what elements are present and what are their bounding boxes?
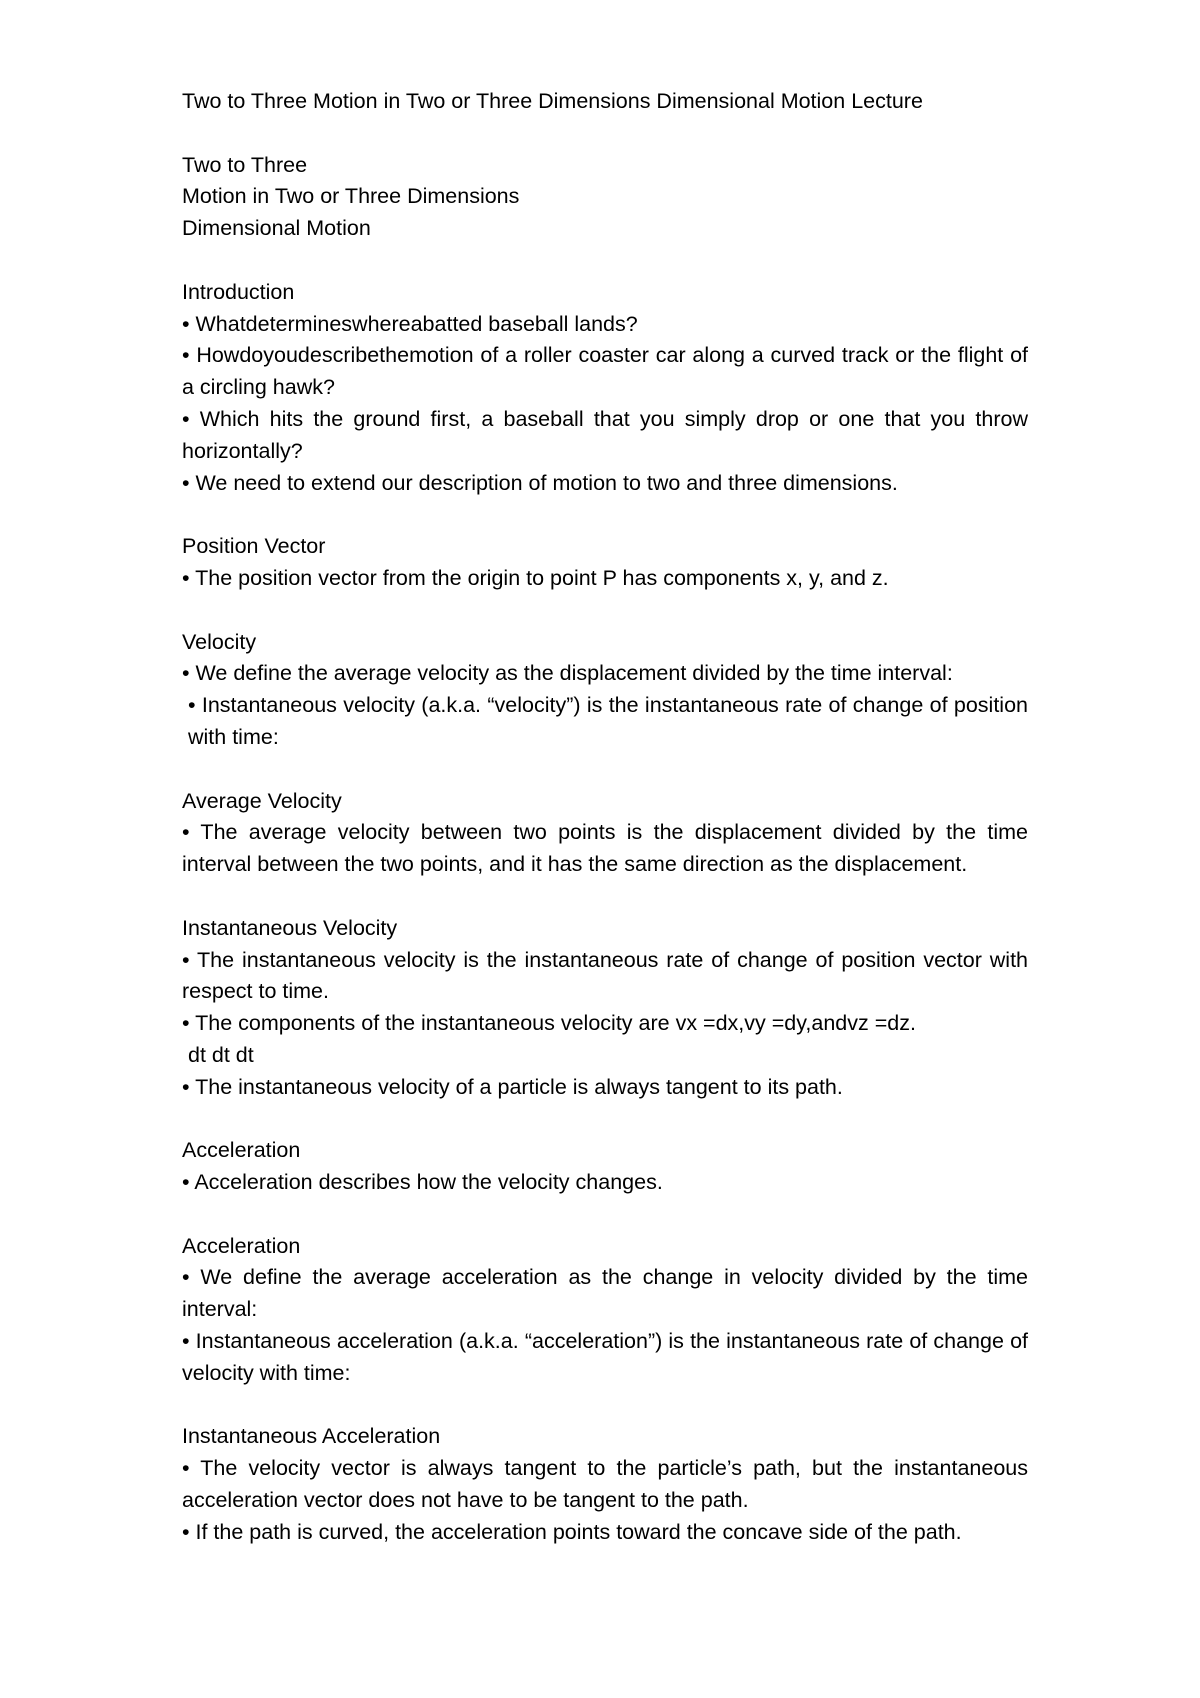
bullet-item: • The average velocity between two points is the displacement divided by the time interval between the two points, and it has the same direction as the displacement. bbox=[182, 820, 1028, 877]
document-page bbox=[182, 86, 1028, 1549]
bullet-item: • Whatdetermineswhereabatted baseball lands? bbox=[182, 311, 638, 336]
section-instantaneous-velocity bbox=[182, 913, 1028, 1104]
header-line: Motion in Two or Three Dimensions bbox=[182, 184, 520, 209]
section-acceleration bbox=[182, 1135, 1028, 1199]
document-title: Two to Three Motion in Two or Three Dimensions Dimensional Motion Lecture bbox=[182, 89, 923, 113]
section-introduction bbox=[182, 277, 1028, 500]
bullet-item: • Howdoyoudescribethemotion of a roller coaster car along a curved track or the flight of a circling hawk? bbox=[182, 343, 1028, 400]
bullet-item: • We define the average acceleration as the change in velocity divided by the time interval: bbox=[182, 1265, 1028, 1322]
section-instantaneous-acceleration bbox=[182, 1421, 1028, 1548]
bullet-item: • We define the average velocity as the displacement divided by the time interval: bbox=[182, 661, 953, 686]
bullet-item: • The components of the instantaneous velocity are vx =dx,vy =dy,andvz =dz. bbox=[182, 1011, 916, 1036]
section-heading: Velocity bbox=[182, 629, 257, 654]
section-heading: Introduction bbox=[182, 279, 295, 304]
section-acceleration-definitions bbox=[182, 1231, 1028, 1390]
formula-denominators: dt dt dt bbox=[188, 1042, 254, 1067]
header-line: Two to Three bbox=[182, 152, 308, 177]
bullet-item: • The position vector from the origin to point P has components x, y, and z. bbox=[182, 565, 889, 590]
bullet-item: • Which hits the ground first, a baseball that you simply drop or one that you throw horizontally? bbox=[182, 406, 1028, 463]
bullet-item: • We need to extend our description of motion to two and three dimensions. bbox=[182, 470, 898, 495]
bullet-item: • Instantaneous velocity (a.k.a. “velocity”) is the instantaneous rate of change of position with time: bbox=[188, 693, 1028, 749]
bullet-item: • Acceleration describes how the velocity changes. bbox=[182, 1170, 663, 1195]
header-line: Dimensional Motion bbox=[182, 216, 371, 241]
section-heading: Acceleration bbox=[182, 1138, 301, 1163]
bullet-item: • Instantaneous acceleration (a.k.a. “acceleration”) is the instantaneous rate of change of velocity with time: bbox=[182, 1329, 1028, 1385]
section-position-vector bbox=[182, 531, 1028, 595]
bullet-item: • The instantaneous velocity is the instantaneous rate of change of position vector with respect to time. bbox=[182, 947, 1028, 1004]
section-velocity bbox=[182, 627, 1028, 754]
section-heading: Average Velocity bbox=[182, 788, 342, 813]
bullet-item: • The instantaneous velocity of a particle is always tangent to its path. bbox=[182, 1074, 843, 1099]
section-heading: Instantaneous Acceleration bbox=[182, 1424, 441, 1449]
header-block bbox=[182, 150, 1028, 245]
section-heading: Instantaneous Velocity bbox=[182, 915, 398, 940]
section-average-velocity bbox=[182, 786, 1028, 881]
bullet-item: • The velocity vector is always tangent to the particle’s path, but the instantaneous acceleration vector does not have to be tangent to the path. bbox=[182, 1456, 1028, 1513]
bullet-item: • If the path is curved, the acceleration points toward the concave side of the path. bbox=[182, 1519, 962, 1544]
section-heading: Acceleration bbox=[182, 1233, 301, 1258]
section-heading: Position Vector bbox=[182, 534, 326, 559]
